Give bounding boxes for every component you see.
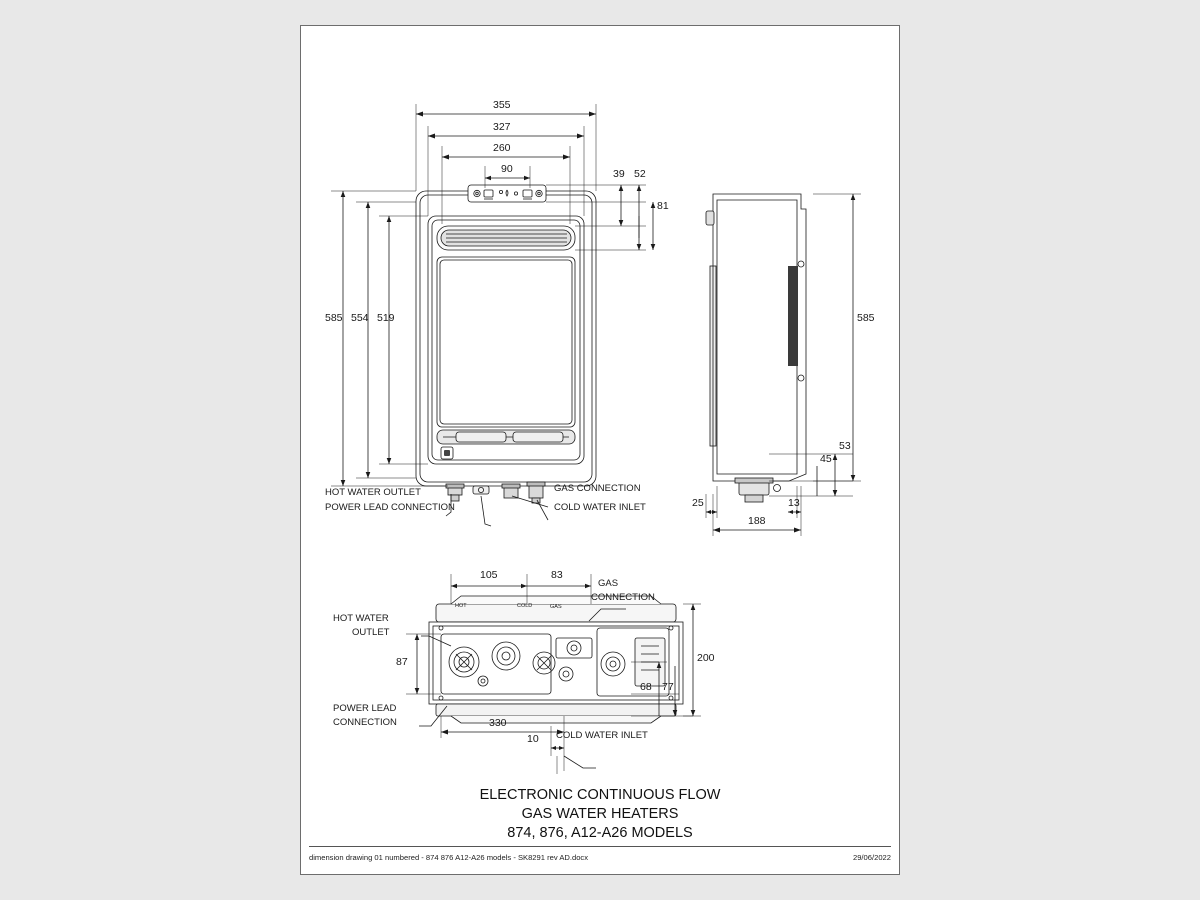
- footer-divider: [309, 846, 891, 847]
- callout-hot-water-outlet-front: HOT WATER OUTLET: [325, 487, 421, 498]
- dim-25: 25: [692, 497, 704, 509]
- drawing-sheet: [300, 25, 900, 875]
- drawing-vector-layer: [301, 26, 901, 876]
- dim-90: 90: [501, 163, 513, 175]
- callout-hot-water-outlet-bottom-line2: OUTLET: [352, 627, 390, 638]
- dim-83: 83: [551, 569, 563, 581]
- dim-585-front: 585: [325, 312, 343, 324]
- dim-327: 327: [493, 121, 511, 133]
- bottom-mark-hot: HOT: [455, 603, 467, 609]
- callout-cold-water-inlet-front: COLD WATER INLET: [554, 502, 646, 513]
- dim-39: 39: [613, 168, 625, 180]
- footer-filename: dimension drawing 01 numbered - 874 876 A12-A26 models - SK8291 rev AD.docx: [309, 853, 589, 862]
- drawing-title-line-2: GAS WATER HEATERS: [521, 806, 679, 822]
- dim-10: 10: [527, 733, 539, 745]
- callout-power-lead-connection-front: POWER LEAD CONNECTION: [325, 502, 455, 513]
- dim-188: 188: [748, 515, 766, 527]
- dim-585-side: 585: [857, 312, 875, 324]
- drawing-title-line-3: 874, 876, A12-A26 MODELS: [507, 825, 693, 841]
- dim-554: 554: [351, 312, 369, 324]
- dim-53: 53: [839, 440, 851, 452]
- callout-cold-water-inlet-bottom: COLD WATER INLET: [556, 730, 648, 741]
- dim-330: 330: [489, 717, 507, 729]
- dim-13: 13: [788, 497, 800, 509]
- callout-hot-water-outlet-bottom-line1: HOT WATER: [333, 613, 389, 624]
- dim-200: 200: [697, 652, 715, 664]
- dim-355: 355: [493, 99, 511, 111]
- dim-81: 81: [657, 200, 669, 212]
- bottom-mark-gas: GAS: [550, 604, 562, 610]
- dim-45: 45: [820, 453, 832, 465]
- dim-105: 105: [480, 569, 498, 581]
- callout-power-lead-connection-bottom-line2: CONNECTION: [333, 717, 397, 728]
- dim-260: 260: [493, 142, 511, 154]
- dim-519: 519: [377, 312, 395, 324]
- drawing-title-line-1: ELECTRONIC CONTINUOUS FLOW: [479, 787, 721, 803]
- dim-77: 77: [662, 681, 674, 693]
- callout-gas-connection-bottom-line1: GAS: [598, 578, 619, 589]
- footer-date: 29/06/2022: [852, 853, 891, 862]
- dim-87: 87: [396, 656, 408, 668]
- callout-gas-connection-bottom-line2: CONNECTION: [591, 592, 655, 603]
- callout-power-lead-connection-bottom-line1: POWER LEAD: [333, 703, 397, 714]
- callout-gas-connection-front: GAS CONNECTION: [554, 483, 641, 494]
- dim-52: 52: [634, 168, 646, 180]
- dim-68: 68: [640, 681, 652, 693]
- bottom-mark-cold: COLD: [517, 603, 533, 609]
